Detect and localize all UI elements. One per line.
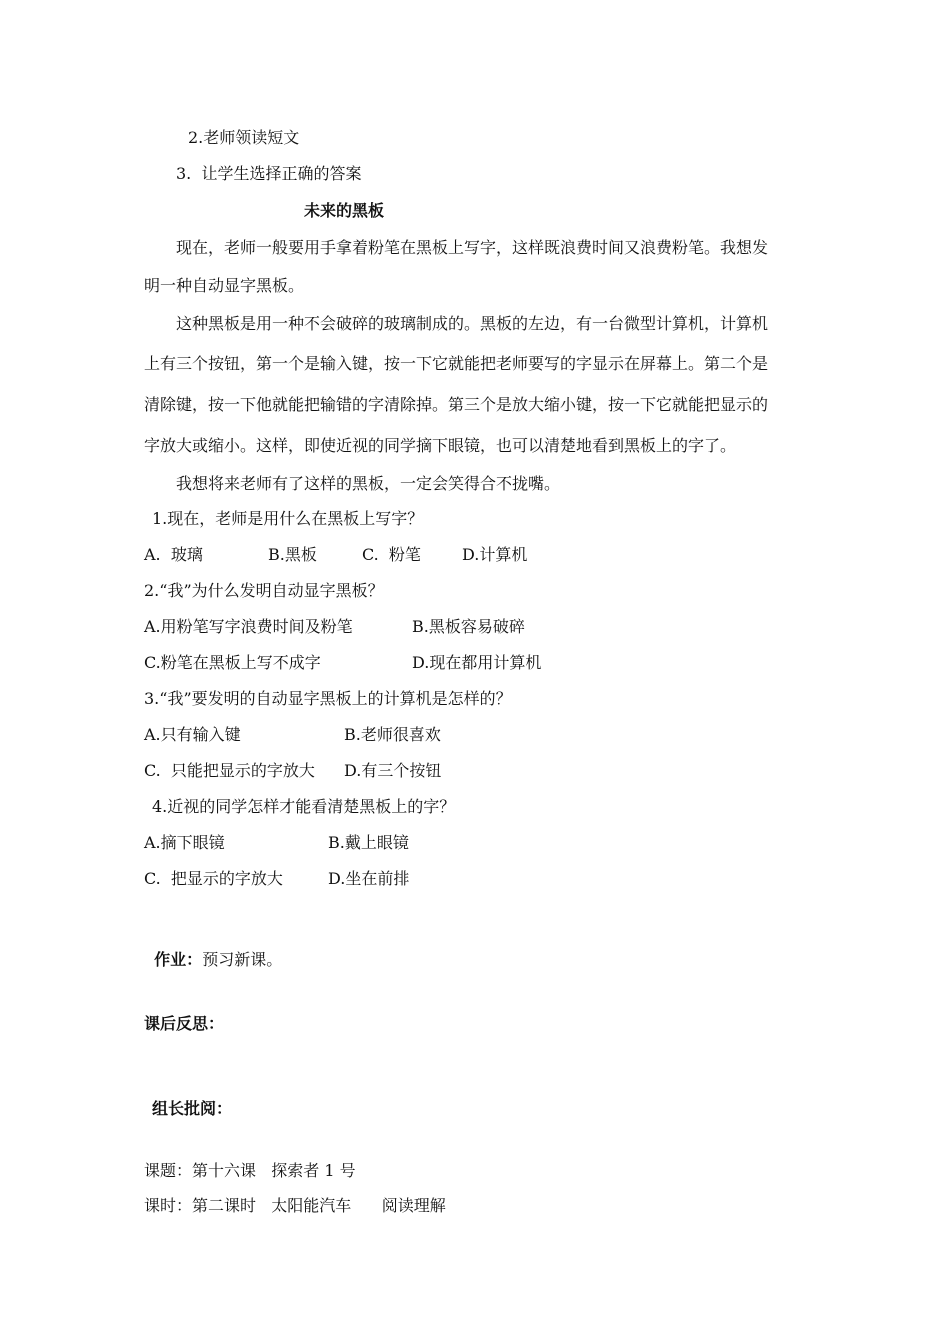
question-1-option-b: B.黑板	[268, 545, 317, 564]
question-3-option-b: B.老师很喜欢	[344, 725, 441, 744]
question-3-option-d: D.有三个按钮	[344, 761, 442, 780]
question-3-option-a: A.只有输入键	[144, 725, 241, 744]
step-3: 3. 让学生选择正确的答案	[176, 164, 362, 183]
question-2: 2.“我”为什么发明自动显字黑板？	[144, 581, 384, 600]
question-3-option-c: C. 只能把显示的字放大	[144, 761, 315, 780]
question-2-option-d: D.现在都用计算机	[412, 653, 542, 672]
passage-line: 现在，老师一般要用手拿着粉笔在黑板上写字，这样既浪费时间又浪费粉笔。我想发	[176, 238, 769, 257]
passage-line: 这种黑板是用一种不会破碎的玻璃制成的。黑板的左边，有一台微型计算机，计算机	[176, 314, 769, 333]
question-4-option-a: A.摘下眼镜	[144, 833, 225, 852]
question-1: 1.现在，老师是用什么在黑板上写字？	[152, 509, 424, 528]
homework-text: 预习新课。	[202, 950, 283, 969]
question-2-option-b: B.黑板容易破碎	[412, 617, 525, 636]
question-2-option-a: A.用粉笔写字浪费时间及粉笔	[144, 617, 353, 636]
question-4-option-c: C. 把显示的字放大	[144, 869, 283, 888]
question-1-option-d: D.计算机	[462, 545, 528, 564]
review-label: 组长批阅：	[152, 1099, 233, 1118]
passage-line: 我想将来老师有了这样的黑板，一定会笑得合不拢嘴。	[176, 474, 561, 493]
question-2-option-c: C.粉笔在黑板上写不成字	[144, 653, 321, 672]
passage-line: 清除键，按一下他就能把输错的字清除掉。第三个是放大缩小键，按一下它就能把显示的	[144, 395, 769, 414]
passage-line: 上有三个按钮，第一个是输入键，按一下它就能把老师要写的字显示在屏幕上。第二个是	[144, 354, 769, 373]
lesson-topic: 课题：第十六课 探索者 1 号	[144, 1161, 356, 1180]
lesson-period: 课时：第二课时 太阳能汽车 阅读理解	[144, 1196, 446, 1215]
passage-line: 明一种自动显字黑板。	[144, 276, 305, 295]
homework-label: 作业：	[154, 950, 203, 969]
question-3: 3.“我”要发明的自动显字黑板上的计算机是怎样的？	[144, 689, 512, 708]
question-4-option-d: D.坐在前排	[328, 869, 410, 888]
reflection-label: 课后反思：	[144, 1014, 225, 1033]
passage-title: 未来的黑板	[304, 201, 385, 220]
question-4-option-b: B.戴上眼镜	[328, 833, 409, 852]
question-4: 4.近视的同学怎样才能看清楚黑板上的字？	[152, 797, 456, 816]
passage-line: 字放大或缩小。这样，即使近视的同学摘下眼镜，也可以清楚地看到黑板上的字了。	[144, 436, 737, 455]
homework	[144, 930, 282, 970]
step-2: 2.老师领读短文	[188, 128, 300, 147]
question-1-option-c: C. 粉笔	[362, 545, 421, 564]
question-1-option-a: A. 玻璃	[144, 545, 203, 564]
